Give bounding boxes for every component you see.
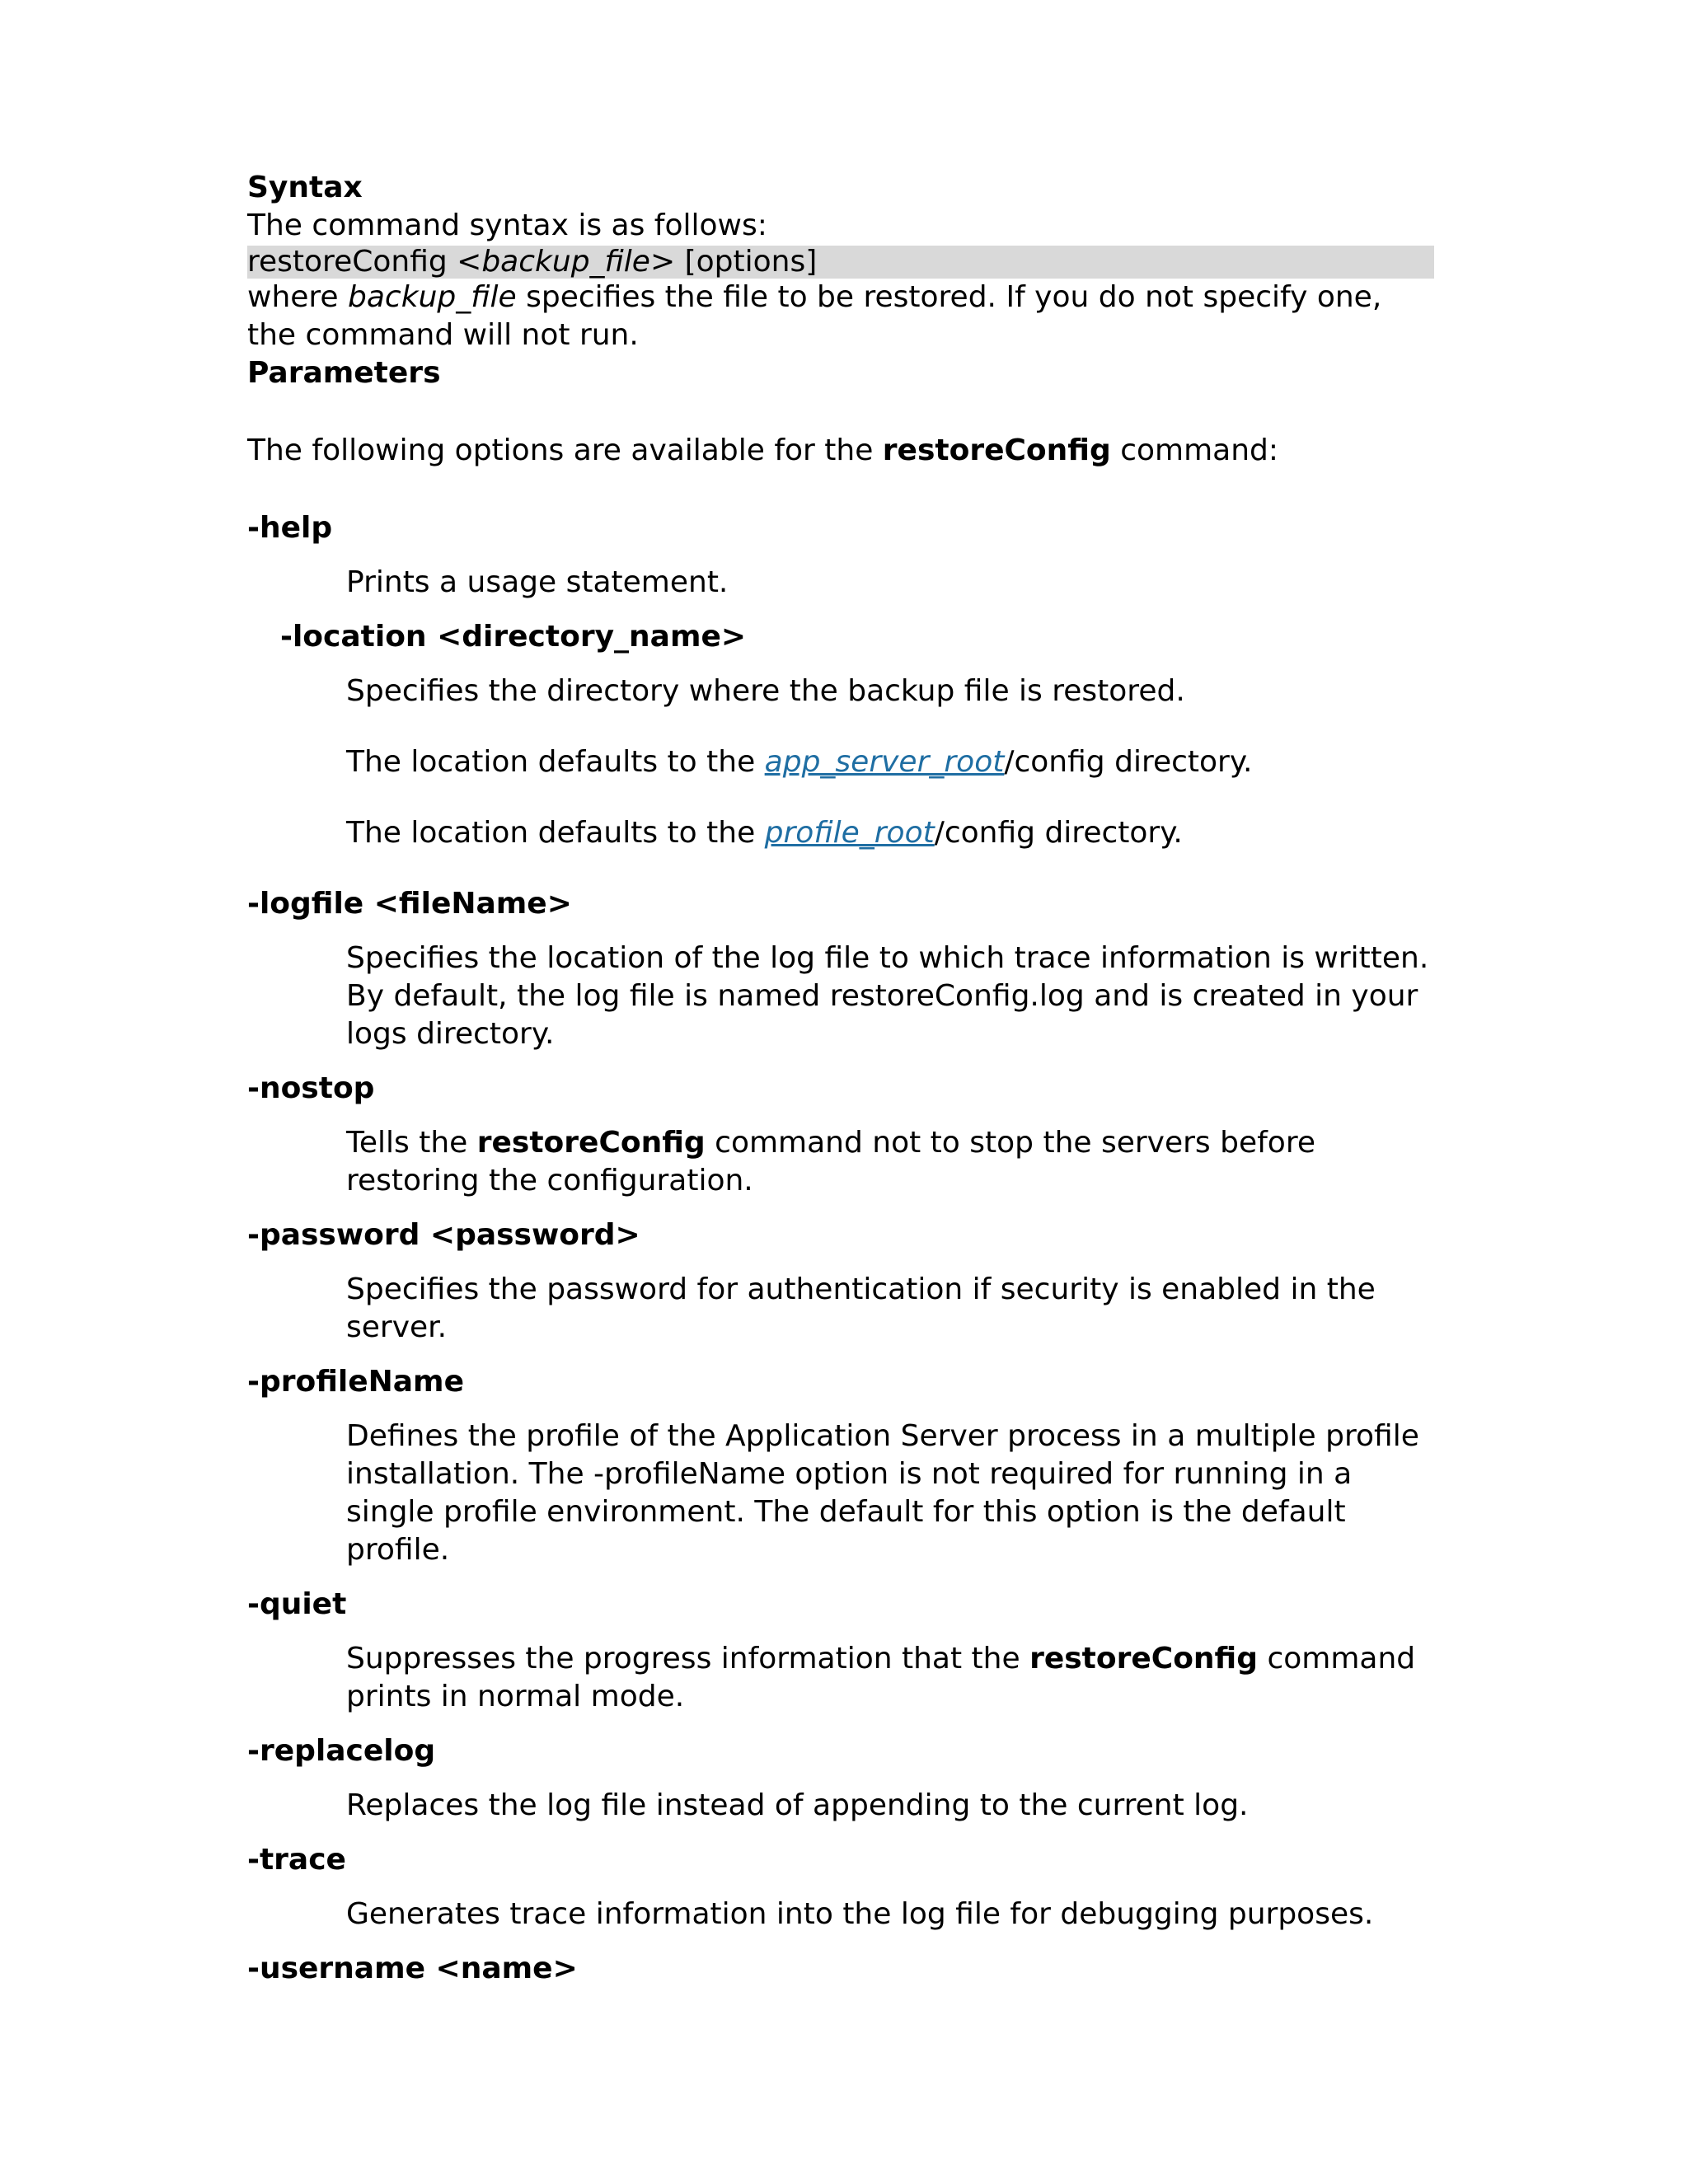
syntax-code-options: > [options] <box>649 245 818 279</box>
where-argument: backup_file <box>348 280 517 314</box>
option-replacelog-name: -replacelog <box>247 1734 436 1768</box>
quiet-desc-command: restoreConfig <box>1029 1642 1259 1675</box>
option-location-desc1: Specifies the directory where the backup file is restored. <box>346 674 1185 708</box>
nostop-desc-prefix: Tells the <box>346 1126 477 1160</box>
syntax-where-text <box>247 279 1434 354</box>
syntax-intro: The command syntax is as follows: <box>247 209 767 242</box>
location-desc2-prefix: The location defaults to the <box>346 745 765 779</box>
location-desc2-suffix: /config directory. <box>1004 745 1253 779</box>
where-prefix: where <box>247 280 349 314</box>
document-page <box>247 169 1434 1988</box>
option-profilename-desc: Defines the profile of the Application Server process in a multiple profile installation. The -profileName option is not required for running in a single profile environment. The default for this option is the default profile. <box>346 1419 1419 1567</box>
option-help-name: -help <box>247 511 333 545</box>
syntax-code-argument: backup_file <box>481 245 650 279</box>
parameters-intro-command: restoreConfig <box>882 434 1111 467</box>
quiet-desc-prefix: Suppresses the progress information that the <box>346 1642 1030 1675</box>
option-quiet-desc <box>346 1640 1434 1716</box>
app-server-root-link[interactable]: app_server_root <box>764 745 1005 779</box>
parameters-heading: Parameters <box>247 356 441 390</box>
nostop-desc-suffix: command not to stop the servers before restoring the configuration. <box>346 1126 1315 1197</box>
option-trace-desc: Generates trace information into the log file for debugging purposes. <box>346 1897 1374 1931</box>
syntax-code-block <box>247 246 1434 279</box>
option-logfile-desc: Specifies the location of the log file to which trace information is written. By default, the log file is named restoreConfig.log and is created in your logs directory. <box>346 941 1429 1051</box>
location-desc3-suffix: /config directory. <box>934 816 1183 850</box>
option-quiet-name: -quiet <box>247 1587 347 1621</box>
nostop-desc-command: restoreConfig <box>476 1126 706 1160</box>
option-logfile-name: -logfile <fileName> <box>247 887 572 921</box>
parameters-intro-prefix: The following options are available for the <box>247 434 883 467</box>
location-desc3-prefix: The location defaults to the <box>346 816 765 850</box>
profile-root-link[interactable]: profile_root <box>764 816 935 850</box>
option-trace-name: -trace <box>247 1843 346 1877</box>
option-nostop-desc <box>346 1124 1434 1200</box>
option-replacelog-desc: Replaces the log file instead of appending to the current log. <box>346 1788 1249 1822</box>
parameters-intro-suffix: command: <box>1110 434 1279 467</box>
quiet-desc-suffix: command prints in normal mode. <box>346 1642 1416 1713</box>
option-help-desc: Prints a usage statement. <box>346 565 729 599</box>
option-location-desc3 <box>346 814 1434 852</box>
parameters-intro <box>247 432 1434 470</box>
option-password-desc: Specifies the password for authentication if security is enabled in the server. <box>346 1272 1376 1344</box>
option-location-name: -location <directory_name> <box>280 620 747 654</box>
option-nostop-name: -nostop <box>247 1071 375 1105</box>
option-password-name: -password <password> <box>247 1218 640 1252</box>
syntax-code-command: restoreConfig < <box>247 245 482 279</box>
where-suffix: specifies the file to be restored. If you do not specify one, the command will not run. <box>247 280 1382 352</box>
option-username-name: -username <name> <box>247 1952 578 1985</box>
option-location-desc2 <box>346 743 1434 781</box>
option-profilename-name: -profileName <box>247 1365 464 1399</box>
syntax-heading: Syntax <box>247 171 363 204</box>
